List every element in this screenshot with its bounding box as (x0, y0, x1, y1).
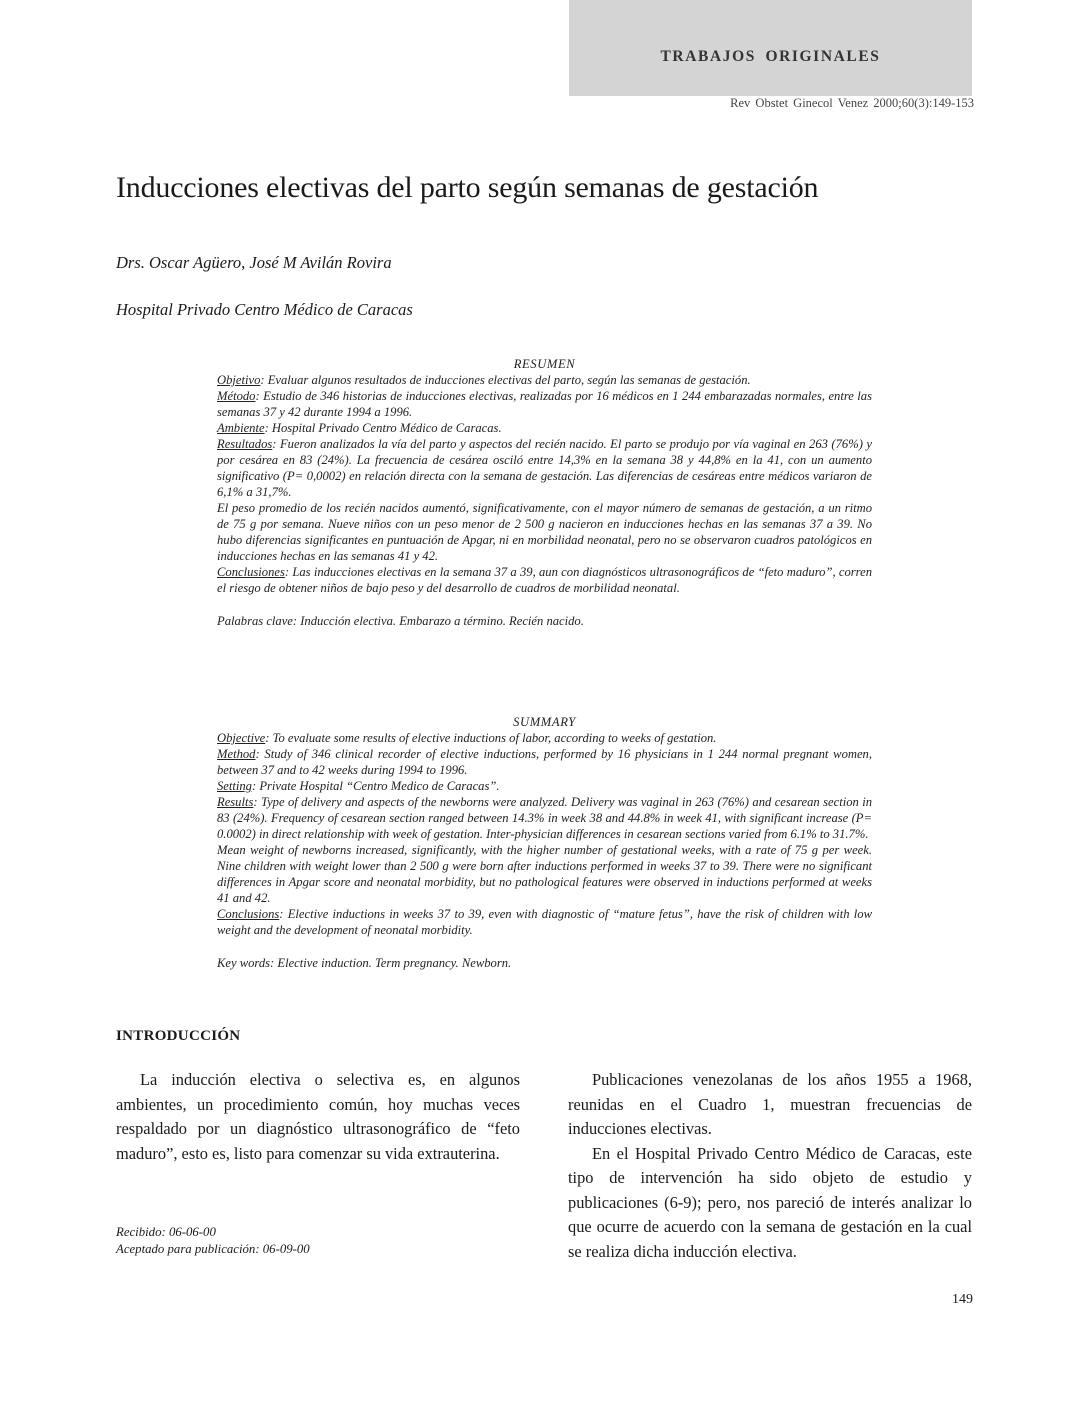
resumen-heading: RESUMEN (513, 357, 576, 371)
summary-keywords: Key words: Elective induction. Term pregnancy. Newborn. (217, 956, 512, 970)
summary-heading: SUMMARY (513, 715, 576, 729)
summary-conclusions-text: : Elective inductions in weeks 37 to 39, even with diagnostic of “mature fetus”, have the risk of children with low weight and the development of neonatal morbidity. (217, 907, 872, 937)
summary-method-text: : Study of 346 clinical recorder of elective inductions, performed by 16 physicians in 1 244 normal pregnant women, between 37 and to 42 weeks during 1994 to 1996. (217, 747, 872, 777)
resumen-keywords: Palabras clave: Inducción electiva. Embarazo a término. Recién nacido. (217, 614, 584, 628)
resumen-objetivo-text: : Evaluar algunos resultados de inducciones electivas del parto, según las semanas de gestación. (260, 373, 751, 387)
summary-method (217, 746, 872, 778)
body-column-right (568, 1068, 972, 1264)
resumen-resultados-label: Resultados (217, 437, 273, 451)
summary-results-2: Mean weight of newborns increased, significantly, with the higher number of gestational weeks, with a rate of 75 g per week. Nine children with weight lower than 2 500 g were born after inductions performed in weeks 37 to 39. There were no significant differences in Apgar score and neonatal morbidity, but no pathological features were observed in inductions performed at weeks 41 and 42. (217, 843, 872, 905)
intro-paragraph-2: Publicaciones venezolanas de los años 1955 a 1968, reunidas en el Cuadro 1, muestran frecuencias de inducciones electivas. (568, 1070, 972, 1138)
summary-objective (217, 730, 872, 746)
resumen-conclusiones-label: Conclusiones (217, 565, 285, 579)
resumen-metodo-text: : Estudio de 346 historias de inducciones electivas, realizadas por 16 médicos en 1 244 embarazadas normales, entre las semanas 37 y 42 durante 1994 a 1996. (217, 389, 872, 419)
summary-objective-label: Objective (217, 731, 266, 745)
summary-setting-text: : Private Hospital “Centro Medico de Caracas”. (251, 779, 500, 793)
resumen-objetivo (217, 372, 872, 388)
summary-setting-label: Setting (217, 779, 252, 793)
received-date: Recibido: 06-06-00 (116, 1225, 216, 1239)
resumen-ambiente-label: Ambiente (217, 421, 265, 435)
resumen-ambiente-text: : Hospital Privado Centro Médico de Caracas. (264, 421, 502, 435)
intro-heading: INTRODUCCIÓN (116, 1028, 241, 1044)
resumen-resultados-text: : Fueron analizados la vía del parto y aspectos del recién nacido. El parto se produjo por vía vaginal en 263 (76%) y por cesárea en 83 (24%). La frecuencia de cesárea osciló entre 14,3% en la semana 38 y 44,8% en la 41, con un aumento significativo (P= 0,0002) en relación directa con la semana de gestación. Las diferencias de cesáreas entre médicos variaron de 6,1% a 31,7%. (217, 437, 872, 499)
accepted-date: Aceptado para publicación: 06-09-00 (116, 1242, 310, 1256)
resumen-conclusiones (217, 564, 872, 596)
received-dates (116, 1224, 310, 1258)
body-column-left (116, 1068, 520, 1166)
intro-paragraph-3: En el Hospital Privado Centro Médico de Caracas, este tipo de intervención ha sido objeto de estudio y publicaciones (6-9); pero, nos pareció de interés analizar lo que ocurre de acuerdo con la semana de gestación en la cual se realiza dicha inducción electiva. (568, 1143, 972, 1261)
summary-results-text: : Type of delivery and aspects of the newborns were analyzed. Delivery was vaginal in 263 (76%) and cesarean section in 83 (24%). Frequency of cesarean section ranged between 14.3% in week 38 and 44.8% in week 41, with significant increase (P= 0.0002) in direct relationship with week of gestation. Inter-physician differences in cesarean sections varied from 6.1% to 31.7%. (217, 795, 872, 841)
resumen-resultados (217, 436, 872, 500)
resumen-objetivo-label: Objetivo (217, 373, 261, 387)
summary-results (217, 794, 872, 842)
section-label: TRABAJOS ORIGINALES (660, 48, 881, 65)
resumen-block (217, 356, 872, 629)
summary-setting (217, 778, 872, 794)
summary-objective-text: : To evaluate some results of elective inductions of labor, according to weeks of gestation. (265, 731, 717, 745)
summary-block (217, 714, 872, 971)
summary-conclusions-label: Conclusions (217, 907, 280, 921)
page-number: 149 (952, 1292, 973, 1307)
affiliation: Hospital Privado Centro Médico de Caracas (116, 300, 413, 319)
resumen-ambiente (217, 420, 872, 436)
summary-conclusions (217, 906, 872, 938)
resumen-conclusiones-text: : Las inducciones electivas en la semana 37 a 39, aun con diagnósticos ultrasonográficos de “feto maduro”, corren el riesgo de obtener niños de bajo peso y del desarrollo de cuadros de morbilidad neonatal. (217, 565, 872, 595)
authors: Drs. Oscar Agüero, José M Avilán Rovira (116, 253, 392, 272)
article-title: Inducciones electivas del parto según semanas de gestación (116, 171, 819, 204)
journal-citation: Rev Obstet Ginecol Venez 2000;60(3):149-153 (730, 96, 974, 110)
resumen-metodo-label: Método (217, 389, 256, 403)
intro-paragraph-1: La inducción electiva o selectiva es, en algunos ambientes, un procedimiento común, hoy muchas veces respaldado por un diagnóstico ultrasonográfico de “feto maduro”, esto es, listo para comenzar su vida extrauterina. (116, 1070, 520, 1163)
resumen-metodo (217, 388, 872, 420)
summary-method-label: Method (217, 747, 256, 761)
resumen-resultados-2: El peso promedio de los recién nacidos aumentó, significativamente, con el mayor número de semanas de gestación, a un ritmo de 75 g por semana. Nueve niños con un peso menor de 2 500 g nacieron en inducciones hechas en las semanas 37 a 39. No hubo diferencias significantes en puntuación de Apgar, ni en morbilidad neonatal, pero no se observaron cuadros patológicos en inducciones hechas en las semanas 41 y 42. (217, 501, 872, 563)
summary-results-label: Results (217, 795, 254, 809)
